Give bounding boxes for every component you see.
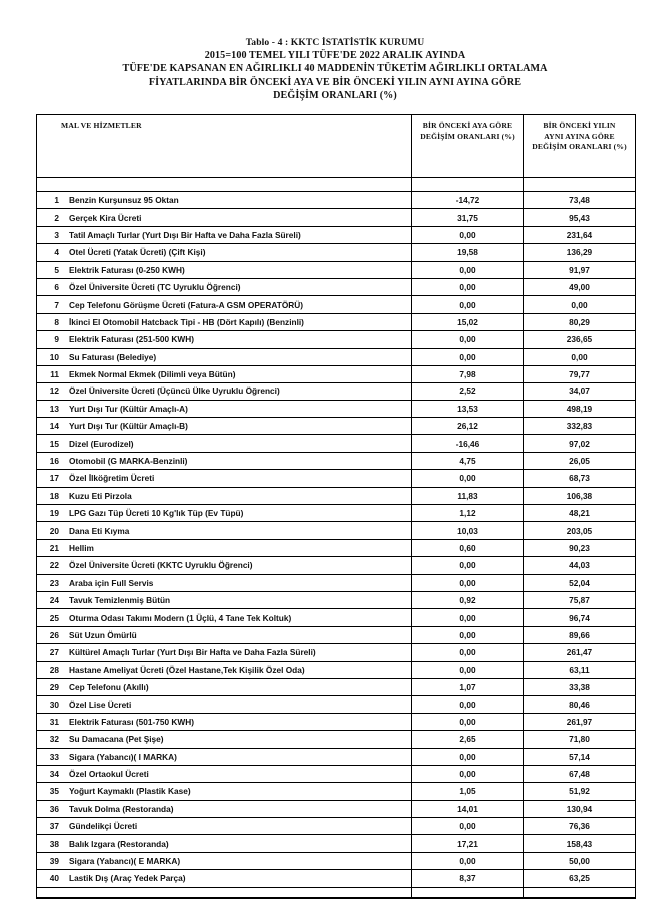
cell-item-label xyxy=(37,539,412,556)
table-row xyxy=(37,435,636,452)
cell-item-label xyxy=(37,209,412,226)
cell-item-label xyxy=(37,400,412,417)
table-row xyxy=(37,818,636,835)
cell-prev-year-change: 332,83 xyxy=(524,418,636,435)
table-row xyxy=(37,539,636,556)
cell-prev-year-change: 50,00 xyxy=(524,852,636,869)
cell-item-number: 6 xyxy=(54,282,59,293)
cell-item-name: Özel İlköğretim Ücreti xyxy=(69,473,155,484)
table-row xyxy=(37,835,636,852)
cell-prev-month-change: 0,00 xyxy=(412,765,524,782)
title-line-5: DEĞİŞİM ORANLARI (%) xyxy=(273,89,397,101)
cell-item-number: 37 xyxy=(49,821,59,832)
cell-item-label xyxy=(37,783,412,800)
cell-item-name: Kuzu Eti Pirzola xyxy=(69,490,132,501)
cell-item-name: Hastane Ameliyat Ücreti (Özel Hastane,Tek Kişilik Özel Oda) xyxy=(69,664,305,675)
cell-prev-year-change: 95,43 xyxy=(524,209,636,226)
cell-item-number: 40 xyxy=(49,873,59,884)
cell-prev-month-change: 0,00 xyxy=(412,331,524,348)
cell-item-number: 24 xyxy=(49,595,59,606)
cell-item-label xyxy=(37,870,412,887)
cell-item-number: 32 xyxy=(49,734,59,745)
cell-item-label xyxy=(37,522,412,539)
cell-item-name: Elektrik Faturası (0-250 KWH) xyxy=(69,264,185,275)
report-table-container xyxy=(36,114,635,899)
table-row xyxy=(37,852,636,869)
cell-prev-year-change: 91,97 xyxy=(524,261,636,278)
cell-item-number: 35 xyxy=(49,786,59,797)
cell-item-label xyxy=(37,261,412,278)
cell-item-name: Yurt Dışı Tur (Kültür Amaçlı-A) xyxy=(69,403,188,414)
cell-item-name: Sigara (Yabancı)( E MARKA) xyxy=(69,856,181,867)
cell-item-label xyxy=(37,365,412,382)
cell-item-name: Yurt Dışı Tur (Kültür Amaçlı-B) xyxy=(69,421,188,432)
cell-prev-year-change: 76,36 xyxy=(524,818,636,835)
cell-prev-month-change: 0,00 xyxy=(412,852,524,869)
table-row xyxy=(37,296,636,313)
cell-item-number: 7 xyxy=(54,299,59,310)
cell-item-label xyxy=(37,731,412,748)
cell-item-name: Özel Üniversite Ücreti (Üçüncü Ülke Uyruklu Öğrenci) xyxy=(69,386,280,397)
cell-item-label xyxy=(37,557,412,574)
cell-item-label xyxy=(37,574,412,591)
cell-item-number: 1 xyxy=(54,195,59,206)
cell-prev-month-change: 15,02 xyxy=(412,313,524,330)
cell-prev-year-change: 158,43 xyxy=(524,835,636,852)
cell-item-label xyxy=(37,644,412,661)
cell-item-number: 25 xyxy=(49,612,59,623)
cell-item-label xyxy=(37,313,412,330)
cell-item-label xyxy=(37,505,412,522)
table-row xyxy=(37,713,636,730)
cell-prev-month-change: 0,00 xyxy=(412,609,524,626)
table-row xyxy=(37,452,636,469)
cell-item-name: Sigara (Yabancı)( I MARKA) xyxy=(69,751,177,762)
cell-prev-year-change: 67,48 xyxy=(524,765,636,782)
cell-prev-year-change: 97,02 xyxy=(524,435,636,452)
cell-prev-month-change: 1,05 xyxy=(412,783,524,800)
cell-item-number: 34 xyxy=(49,769,59,780)
cell-item-name: Özel Üniversite Ücreti (KKTC Uyruklu Öğrenci) xyxy=(69,560,253,571)
cell-item-number: 14 xyxy=(49,421,59,432)
spacer-cell-prev-month xyxy=(412,178,524,192)
cell-item-label xyxy=(37,713,412,730)
cell-item-name: İkinci El Otomobil Hatcback Tipi - HB (Dört Kapılı) (Benzinli) xyxy=(69,316,304,327)
table-row xyxy=(37,522,636,539)
cell-item-name: Dana Eti Kıyma xyxy=(69,525,130,536)
cell-item-number: 4 xyxy=(54,247,59,258)
cell-item-name: Tatil Amaçlı Turlar (Yurt Dışı Bir Hafta ve Daha Fazla Süreli) xyxy=(69,229,301,240)
cell-item-name: Gerçek Kira Ücreti xyxy=(69,212,142,223)
cell-item-name: Gündelikçi Ücreti xyxy=(69,821,138,832)
spacer-cell-label xyxy=(37,178,412,192)
cell-item-number: 27 xyxy=(49,647,59,658)
cell-item-name: Tavuk Dolma (Restoranda) xyxy=(69,803,174,814)
cell-prev-year-change: 63,11 xyxy=(524,661,636,678)
cell-item-number: 26 xyxy=(49,629,59,640)
cell-prev-month-change: 14,01 xyxy=(412,800,524,817)
table-row xyxy=(37,661,636,678)
cell-item-label xyxy=(37,852,412,869)
cell-prev-month-change: 4,75 xyxy=(412,452,524,469)
cell-prev-year-change: 90,23 xyxy=(524,539,636,556)
cell-item-label xyxy=(37,800,412,817)
column-header-prev-year-line-1: BİR ÖNCEKİ YILIN xyxy=(543,121,616,130)
cell-prev-month-change: 0,60 xyxy=(412,539,524,556)
cell-item-number: 13 xyxy=(49,403,59,414)
cell-item-number: 38 xyxy=(49,838,59,849)
table-footer-cell-label xyxy=(37,897,412,898)
table-row xyxy=(37,348,636,365)
cell-prev-month-change: 0,00 xyxy=(412,574,524,591)
table-row xyxy=(37,731,636,748)
cell-prev-year-change: 51,92 xyxy=(524,783,636,800)
table-row xyxy=(37,261,636,278)
table-footer-cell-prev-year xyxy=(524,897,636,898)
cell-item-label xyxy=(37,696,412,713)
table-row xyxy=(37,609,636,626)
cell-item-label xyxy=(37,678,412,695)
title-line-3: TÜFE'DE KAPSANAN EN AĞIRLIKLI 40 MADDENİN TÜKETİM AĞIRLIKLI ORTALAMA xyxy=(122,63,548,75)
table-row xyxy=(37,748,636,765)
cell-item-label xyxy=(37,748,412,765)
cell-prev-month-change: 0,00 xyxy=(412,713,524,730)
cell-item-number: 21 xyxy=(49,543,59,553)
spacer-bottom-cell-label xyxy=(37,887,412,897)
cell-item-number: 17 xyxy=(49,473,59,484)
cell-item-label xyxy=(37,452,412,469)
column-header-goods-services-label: MAL VE HİZMETLER xyxy=(61,121,142,130)
table-row xyxy=(37,870,636,887)
cell-prev-year-change: 80,46 xyxy=(524,696,636,713)
cell-item-name: Su Faturası (Belediye) xyxy=(69,351,157,362)
table-row xyxy=(37,696,636,713)
cell-prev-year-change: 231,64 xyxy=(524,226,636,243)
cell-item-number: 28 xyxy=(49,664,59,675)
cell-item-number: 22 xyxy=(49,560,59,571)
table-row xyxy=(37,383,636,400)
cell-prev-month-change: 0,00 xyxy=(412,226,524,243)
table-row xyxy=(37,626,636,643)
cell-prev-month-change: 0,00 xyxy=(412,748,524,765)
cell-prev-year-change: 80,29 xyxy=(524,313,636,330)
column-header-prev-year-line-3: DEĞİŞİM ORANLARI (%) xyxy=(532,142,627,151)
table-row xyxy=(37,209,636,226)
cell-item-number: 11 xyxy=(50,369,59,380)
cell-prev-year-change: 75,87 xyxy=(524,591,636,608)
table-row xyxy=(37,331,636,348)
table-row xyxy=(37,591,636,608)
cell-prev-year-change: 0,00 xyxy=(524,348,636,365)
cell-item-number: 18 xyxy=(49,490,59,501)
column-header-prev-month-line-1: BİR ÖNCEKİ AYA GÖRE xyxy=(422,121,513,130)
cell-item-number: 19 xyxy=(49,508,59,519)
cell-prev-month-change: 0,00 xyxy=(412,348,524,365)
cell-item-name: Cep Telefonu Görüşme Ücreti (Fatura-A GSM OPERATÖRÜ) xyxy=(69,299,304,310)
table-header-row xyxy=(37,115,636,178)
cell-prev-month-change: 0,00 xyxy=(412,661,524,678)
table-row xyxy=(37,278,636,295)
cell-item-number: 36 xyxy=(49,803,59,814)
cell-item-name: Tavuk Temizlenmiş Bütün xyxy=(69,595,171,606)
table-footer-cell-prev-month xyxy=(412,897,524,898)
cell-prev-year-change: 236,65 xyxy=(524,331,636,348)
cell-item-label xyxy=(37,626,412,643)
cell-prev-year-change: 63,25 xyxy=(524,870,636,887)
cell-item-label xyxy=(37,609,412,626)
table-row xyxy=(37,313,636,330)
cell-prev-year-change: 49,00 xyxy=(524,278,636,295)
cell-item-label xyxy=(37,418,412,435)
column-header-prev-month-line-2: DEĞİŞİM ORANLARI (%) xyxy=(420,131,515,141)
cell-prev-month-change: 1,07 xyxy=(412,678,524,695)
cell-prev-year-change: 34,07 xyxy=(524,383,636,400)
table-row xyxy=(37,244,636,261)
cell-item-name: Özel Ortaokul Ücreti xyxy=(69,769,149,780)
cell-item-name: Lastik Dış (Araç Yedek Parça) xyxy=(69,873,186,884)
table-row xyxy=(37,800,636,817)
cell-item-number: 29 xyxy=(49,682,59,693)
cell-prev-year-change: 48,21 xyxy=(524,505,636,522)
table-row xyxy=(37,765,636,782)
cell-item-name: Oturma Odası Takımı Modern (1 Üçlü, 4 Tane Tek Koltuk) xyxy=(69,612,292,623)
cell-item-number: 9 xyxy=(54,334,59,345)
column-header-prev-year xyxy=(524,115,636,178)
cell-item-name: Dizel (Eurodizel) xyxy=(69,438,134,449)
cell-prev-month-change: 17,21 xyxy=(412,835,524,852)
cell-prev-month-change: 11,83 xyxy=(412,487,524,504)
cell-item-name: Hellim xyxy=(69,543,94,553)
cell-item-number: 15 xyxy=(49,438,59,449)
cell-prev-month-change: 26,12 xyxy=(412,418,524,435)
cell-item-label xyxy=(37,661,412,678)
cell-item-number: 5 xyxy=(54,264,59,275)
table-row xyxy=(37,192,636,209)
cell-item-name: Elektrik Faturası (501-750 KWH) xyxy=(69,716,194,727)
cell-item-number: 12 xyxy=(49,386,59,397)
cell-prev-year-change: 89,66 xyxy=(524,626,636,643)
cpi-change-rates-table xyxy=(36,114,636,899)
cell-item-name: LPG Gazı Tüp Ücreti 10 Kg'lık Tüp (Ev Tüpü) xyxy=(69,508,244,519)
cell-prev-year-change: 498,19 xyxy=(524,400,636,417)
table-spacer-row xyxy=(37,178,636,192)
cell-prev-month-change: 0,00 xyxy=(412,296,524,313)
cell-prev-month-change: 7,98 xyxy=(412,365,524,382)
cell-item-label xyxy=(37,383,412,400)
cell-prev-year-change: 96,74 xyxy=(524,609,636,626)
cell-item-number: 16 xyxy=(49,456,59,467)
cell-item-number: 10 xyxy=(49,351,59,362)
cell-item-number: 31 xyxy=(49,716,59,727)
cell-prev-year-change: 136,29 xyxy=(524,244,636,261)
cell-prev-month-change: 2,52 xyxy=(412,383,524,400)
cell-item-name: Ekmek Normal Ekmek (Dilimli veya Bütün) xyxy=(69,369,236,380)
cell-item-name: Otel Ücreti (Yatak Ücreti) (Çift Kişi) xyxy=(69,247,206,258)
cell-item-label xyxy=(37,470,412,487)
cell-prev-year-change: 73,48 xyxy=(524,192,636,209)
cell-prev-year-change: 130,94 xyxy=(524,800,636,817)
cell-prev-month-change: 1,12 xyxy=(412,505,524,522)
cell-prev-month-change: 0,00 xyxy=(412,644,524,661)
column-header-prev-year-line-2: AYNI AYINA GÖRE xyxy=(544,131,615,141)
cell-prev-month-change: 0,00 xyxy=(412,470,524,487)
cell-item-name: Su Damacana (Pet Şişe) xyxy=(69,734,164,745)
cell-prev-year-change: 44,03 xyxy=(524,557,636,574)
table-row xyxy=(37,470,636,487)
table-row xyxy=(37,783,636,800)
cell-item-label xyxy=(37,348,412,365)
cell-prev-month-change: 13,53 xyxy=(412,400,524,417)
table-body xyxy=(37,178,636,898)
cell-item-name: Özel Lise Ücreti xyxy=(69,699,132,710)
table-row xyxy=(37,418,636,435)
column-header-goods-services xyxy=(37,115,412,178)
cell-prev-year-change: 106,38 xyxy=(524,487,636,504)
cell-item-number: 20 xyxy=(49,525,59,536)
table-row xyxy=(37,487,636,504)
cell-item-number: 3 xyxy=(54,229,59,240)
cell-item-name: Balık Izgara (Restoranda) xyxy=(69,838,169,849)
cell-prev-year-change: 261,47 xyxy=(524,644,636,661)
cell-prev-month-change: 0,00 xyxy=(412,696,524,713)
cell-prev-month-change: 0,00 xyxy=(412,626,524,643)
cell-item-name: Yoğurt Kaymaklı (Plastik Kase) xyxy=(69,786,191,797)
spacer-cell-prev-year xyxy=(524,178,636,192)
cell-item-label xyxy=(37,835,412,852)
cell-prev-month-change: 31,75 xyxy=(412,209,524,226)
cell-item-name: Özel Üniversite Ücreti (TC Uyruklu Öğrenci) xyxy=(69,282,241,293)
cell-prev-month-change: -16,46 xyxy=(412,435,524,452)
spacer-bottom-cell-prev-month xyxy=(412,887,524,897)
cell-item-label xyxy=(37,818,412,835)
cell-prev-year-change: 261,97 xyxy=(524,713,636,730)
cell-prev-month-change: -14,72 xyxy=(412,192,524,209)
cell-item-name: Otomobil (G MARKA-Benzinli) xyxy=(69,456,188,467)
cell-item-label xyxy=(37,278,412,295)
cell-prev-month-change: 0,00 xyxy=(412,278,524,295)
cell-item-label xyxy=(37,435,412,452)
cell-prev-month-change: 0,00 xyxy=(412,261,524,278)
cell-prev-year-change: 57,14 xyxy=(524,748,636,765)
cell-item-number: 30 xyxy=(49,699,59,710)
cell-prev-month-change: 19,58 xyxy=(412,244,524,261)
cell-prev-month-change: 2,65 xyxy=(412,731,524,748)
cell-prev-month-change: 0,00 xyxy=(412,557,524,574)
cell-prev-month-change: 0,92 xyxy=(412,591,524,608)
cell-prev-month-change: 8,37 xyxy=(412,870,524,887)
cell-item-number: 39 xyxy=(49,856,59,867)
cell-item-label xyxy=(37,765,412,782)
table-row xyxy=(37,678,636,695)
cell-prev-year-change: 26,05 xyxy=(524,452,636,469)
table-footer xyxy=(37,897,636,898)
column-header-prev-month xyxy=(412,115,524,178)
cell-item-name: Cep Telefonu (Akıllı) xyxy=(69,682,149,693)
title-line-2: 2015=100 TEMEL YILI TÜFE'DE 2022 ARALIK AYINDA xyxy=(204,50,466,62)
cell-item-label xyxy=(37,487,412,504)
table-footer-row xyxy=(37,897,636,898)
cell-item-label xyxy=(37,192,412,209)
cell-prev-year-change: 68,73 xyxy=(524,470,636,487)
cell-item-label xyxy=(37,226,412,243)
cell-prev-month-change: 0,00 xyxy=(412,818,524,835)
cell-item-name: Araba için Full Servis xyxy=(69,577,154,588)
table-row xyxy=(37,505,636,522)
table-row xyxy=(37,226,636,243)
cell-item-name: Benzin Kurşunsuz 95 Oktan xyxy=(69,195,179,206)
cell-item-name: Elektrik Faturası (251-500 KWH) xyxy=(69,334,194,345)
cell-item-number: 33 xyxy=(49,751,59,762)
title-line-4: FİYATLARINDA BİR ÖNCEKİ AYA VE BİR ÖNCEKİ YILIN AYNI AYINA GÖRE xyxy=(148,76,522,88)
document-title-block xyxy=(0,0,670,102)
cell-item-label xyxy=(37,591,412,608)
cell-prev-year-change: 52,04 xyxy=(524,574,636,591)
table-spacer-bottom-row xyxy=(37,887,636,897)
table-row xyxy=(37,365,636,382)
cell-item-name: Süt Uzun Ömürlü xyxy=(69,629,137,640)
cell-prev-year-change: 203,05 xyxy=(524,522,636,539)
cell-prev-year-change: 33,38 xyxy=(524,678,636,695)
table-header xyxy=(37,115,636,178)
cell-prev-year-change: 79,77 xyxy=(524,365,636,382)
table-row xyxy=(37,574,636,591)
spacer-bottom-cell-prev-year xyxy=(524,887,636,897)
cell-item-label xyxy=(37,244,412,261)
table-row xyxy=(37,644,636,661)
cell-item-number: 2 xyxy=(54,212,59,223)
table-row xyxy=(37,557,636,574)
cell-item-label xyxy=(37,331,412,348)
cell-item-name: Kültürel Amaçlı Turlar (Yurt Dışı Bir Hafta ve Daha Fazla Süreli) xyxy=(69,647,316,658)
cell-item-label xyxy=(37,296,412,313)
table-row xyxy=(37,400,636,417)
cell-item-number: 8 xyxy=(54,316,59,327)
title-line-1: Tablo - 4 : KKTC İSTATİSTİK KURUMU xyxy=(245,37,425,48)
cell-prev-year-change: 71,80 xyxy=(524,731,636,748)
cell-prev-month-change: 10,03 xyxy=(412,522,524,539)
cell-prev-year-change: 0,00 xyxy=(524,296,636,313)
cell-item-number: 23 xyxy=(49,577,59,588)
